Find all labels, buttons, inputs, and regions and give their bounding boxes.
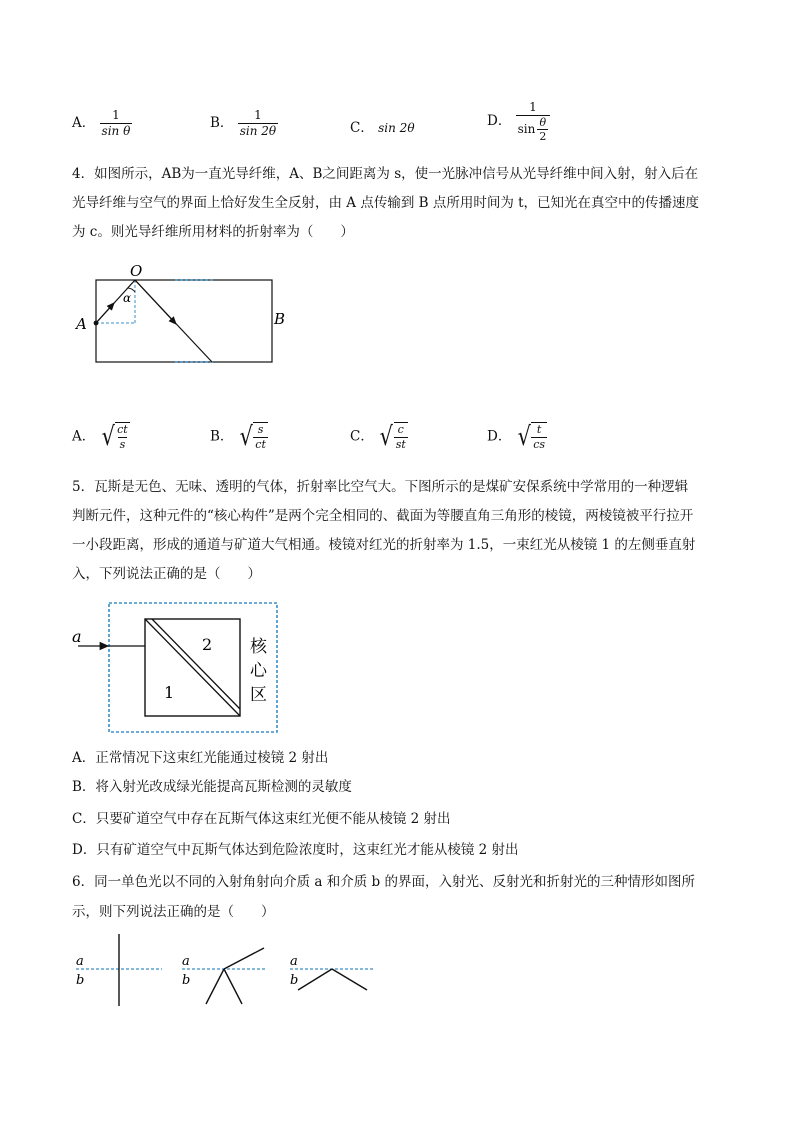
fraction	[115, 423, 130, 452]
radical-sign-icon: √	[517, 422, 531, 452]
inner-fraction	[537, 116, 548, 143]
case-2-figure	[182, 948, 266, 1004]
label-b-2: b	[182, 973, 191, 988]
option-key: A．	[72, 428, 96, 445]
core-char-3: 区	[250, 685, 267, 705]
q3-option-a[interactable]	[72, 108, 132, 139]
core-char-2: 心	[250, 661, 267, 681]
numerator: 1	[529, 100, 537, 114]
label-a: A	[76, 315, 87, 333]
fiber-figure	[70, 258, 300, 373]
label-b-1: b	[76, 973, 85, 988]
label-a: a	[72, 627, 82, 646]
sqrt	[516, 422, 547, 452]
q4-option-d[interactable]	[487, 422, 547, 452]
label-o: O	[130, 262, 143, 280]
label-a-2: a	[182, 954, 190, 969]
denominator: cs	[533, 438, 546, 451]
q6-line-2: 示，则下列说法正确的是（ ）	[72, 904, 275, 920]
radical-sign-icon: √	[239, 422, 253, 452]
option-key: B．	[210, 428, 234, 445]
case-3-figure	[290, 954, 374, 990]
sqrt	[238, 422, 268, 452]
incident-ray-3	[298, 969, 332, 990]
q5-option-a[interactable]: A．正常情况下这束红光能通过棱镜 2 射出	[72, 750, 329, 766]
q5-line-4: 入，下列说法正确的是（ ）	[72, 566, 261, 582]
q5-option-d[interactable]: D．只有矿道空气中瓦斯气体达到危险浓度时，这束红光才能从棱镜 2 射出	[72, 842, 519, 858]
option-key: B．	[210, 115, 234, 131]
radical-sign-icon: √	[379, 422, 394, 452]
case-1-figure	[76, 934, 162, 1006]
denominator: st	[395, 438, 406, 451]
q4-option-b[interactable]	[210, 422, 268, 452]
option-key: D．	[487, 113, 512, 129]
numerator: ct	[117, 423, 128, 436]
point-a-dot	[94, 321, 99, 326]
sqrt	[378, 422, 408, 452]
label-b: B	[274, 310, 286, 328]
label-alpha: α	[123, 291, 132, 305]
q5-line-3: 一小段距离，形成的通道与矿道大气相通。棱镜对红光的折射率为 1.5，一束红光从棱镜 1 的左侧垂直射	[72, 537, 696, 553]
incident-arrow	[96, 303, 114, 323]
option-key: C．	[350, 428, 374, 445]
denominator: sin 2θ	[239, 124, 277, 138]
q3-option-c[interactable]	[350, 116, 415, 136]
q3-option-d[interactable]	[487, 100, 550, 143]
fraction	[516, 100, 551, 143]
inner-numerator: θ	[539, 116, 547, 129]
fraction	[238, 108, 278, 139]
reflected-ray-2	[224, 948, 264, 969]
label-prism-1: 1	[164, 683, 175, 702]
refracted-ray-2b	[224, 969, 242, 1004]
radical-sign-icon: √	[101, 422, 115, 452]
core-char-1: 核	[250, 637, 267, 657]
inner-denominator: 2	[539, 130, 547, 143]
prism-1-hypotenuse	[145, 619, 240, 716]
label-a-1: a	[76, 954, 84, 969]
q5-option-c[interactable]: C．只要矿道空气中存在瓦斯气体这束红光便不能从棱镜 2 射出	[72, 811, 451, 827]
q3-option-b[interactable]	[210, 108, 278, 139]
numerator: 1	[254, 108, 262, 122]
option-text: sin 2θ	[378, 121, 415, 135]
option-key: A．	[72, 115, 96, 131]
prism-figure	[72, 598, 284, 738]
reflected-ray-3	[332, 969, 367, 990]
fraction	[100, 108, 133, 139]
option-key: C．	[350, 120, 374, 136]
numerator: t	[536, 423, 542, 436]
numerator: c	[397, 423, 404, 436]
fraction	[394, 423, 408, 452]
q4-line-1: 4．如图所示，AB为一直光导纤维，A、B之间距离为 s，使一光脉冲信号从光导纤维中间入射，射入后在	[72, 166, 699, 182]
sin-label: sin	[517, 122, 536, 136]
refracted-ray-2a	[206, 969, 224, 1004]
q4-line-3: 为 c。则光导纤维所用材料的折射率为（ ）	[72, 224, 354, 240]
label-prism-2: 2	[202, 635, 213, 654]
label-a-3: a	[290, 954, 298, 969]
q5-option-b[interactable]: B．将入射光改成绿光能提高瓦斯检测的灵敏度	[72, 779, 352, 795]
label-b-3: b	[290, 973, 299, 988]
q5-line-1: 5．瓦斯是无色、无味、透明的气体，折射率比空气大。下图所示的是煤矿安保系统中学常用的一种逻辑	[72, 479, 689, 495]
denominator: ct	[255, 438, 266, 451]
reflected-arrow	[135, 280, 176, 324]
denominator: sin θ	[101, 124, 131, 138]
q6-line-1: 6．同一单色光以不同的入射角射向介质 a 和介质 b 的界面，入射光、反射光和折射光的三种情形如图所	[72, 874, 695, 890]
q4-option-a[interactable]	[72, 422, 130, 452]
option-key: D．	[487, 428, 512, 445]
denominator: s	[119, 438, 126, 451]
denominator	[516, 115, 551, 143]
q4-option-c[interactable]	[350, 422, 408, 452]
sqrt	[100, 422, 130, 452]
numerator: 1	[112, 108, 120, 122]
interface-figures	[70, 930, 390, 1010]
q4-line-2: 光导纤维与空气的界面上恰好发生全反射，由 A 点传输到 B 点所用时间为 t，已知光在真空中的传播速度	[72, 195, 700, 211]
numerator: s	[257, 423, 264, 436]
fraction	[531, 423, 547, 452]
fraction	[253, 423, 268, 452]
q5-line-2: 判断元件，这种元件的“核心构件”是两个完全相同的、截面为等腰直角三角形的棱镜，两棱镜被平行拉开	[72, 508, 694, 524]
